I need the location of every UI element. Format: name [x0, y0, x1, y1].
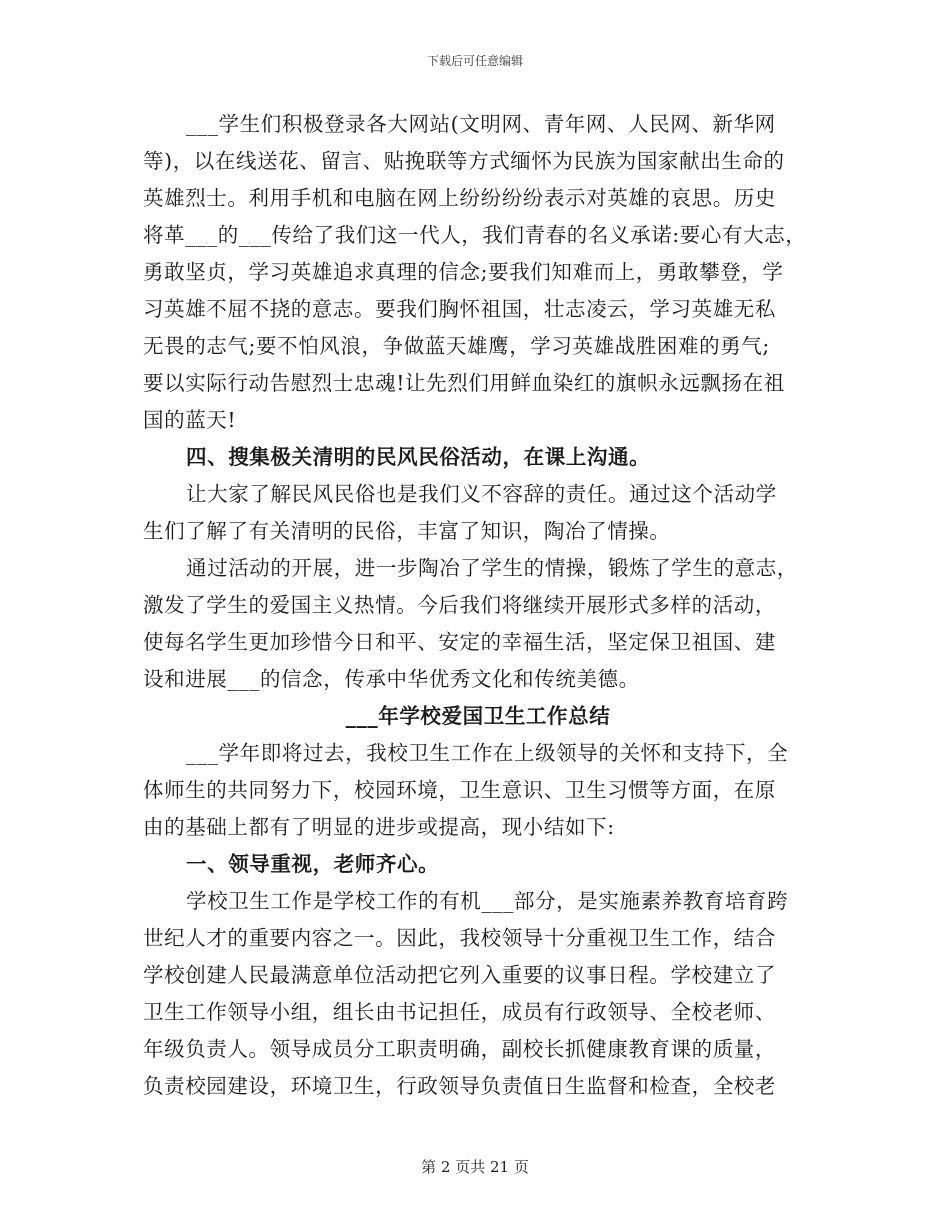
- paragraph-line: ___学年即将过去，我校卫生工作在上级领导的关怀和支持下，全: [186, 741, 789, 765]
- paragraph-line: 勇敢坚贞，学习英雄追求真理的信念;要我们知难而上，勇敢攀登，学: [143, 260, 784, 284]
- paragraph-line: ___学生们积极登录各大网站(文明网、青年网、人民网、新华网: [186, 112, 776, 136]
- document-body: [143, 106, 813, 1105]
- paragraph-line: 将革___的___传给了我们这一代人，我们青春的名义承诺:要心有大志，: [143, 223, 807, 247]
- paragraph-line: 要以实际行动告慰烈士忠魂!让先烈们用鲜血染红的旗帜永远飘扬在祖: [143, 371, 785, 395]
- paragraph-line: 生们了解了有关清明的民俗，丰富了知识，陶冶了情操。: [143, 519, 671, 543]
- paragraph-line: 设和进展___的信念，传承中华优秀文化和传统美德。: [143, 667, 640, 691]
- paragraph-line: 使每名学生更加珍惜今日和平、安定的幸福生活，坚定保卫祖国、建: [143, 630, 776, 654]
- paragraph-line: 等)，以在线送花、留言、贴挽联等方式缅怀为民族为国家献出生命的: [143, 149, 785, 173]
- paragraph-line: 通过活动的开展，进一步陶冶了学生的情操，锻炼了学生的意志，: [186, 556, 798, 580]
- paragraph-line: 让大家了解民风民俗也是我们义不容辞的责任。通过这个活动学: [186, 482, 777, 506]
- page-header: 下载后可任意编辑: [426, 54, 523, 68]
- page-number: 第 2 页共 21 页: [421, 1158, 529, 1176]
- paragraph-line: 无畏的志气;要不怕风浪，争做蓝天雄鹰，学习英雄战胜困难的勇气;: [143, 334, 770, 358]
- paragraph-line: 国的蓝天!: [143, 408, 237, 432]
- paragraph-line: 负责校园建设，环境卫生，行政领导负责值日生监督和检查，全校老: [143, 1074, 776, 1098]
- paragraph-line: 习英雄不屈不挠的意志。要我们胸怀祖国，壮志凌云，学习英雄无私: [143, 297, 776, 321]
- paragraph-line: 学校卫生工作是学校工作的有机___部分，是实施素养教育培育跨: [186, 889, 789, 913]
- document-title: ___年学校爱国卫生工作总结: [345, 704, 611, 728]
- paragraph-line: 年级负责人。领导成员分工职责明确，副校长抓健康教育课的质量，: [143, 1037, 776, 1061]
- paragraph-line: 激发了学生的爱国主义热情。今后我们将继续开展形式多样的活动，: [143, 593, 776, 617]
- paragraph-line: 世纪人才的重要内容之一。因此，我校领导十分重视卫生工作，结合: [143, 926, 776, 950]
- section-heading: 四、搜集极关清明的民风民俗活动，在课上沟通。: [186, 445, 651, 469]
- paragraph-line: 卫生工作领导小组，组长由书记担任，成员有行政领导、全校老师、: [143, 1000, 776, 1024]
- paragraph-line: 学校创建人民最满意单位活动把它列入重要的议事日程。学校建立了: [143, 963, 776, 987]
- section-heading: 一、领导重视，老师齐心。: [186, 852, 440, 876]
- paragraph-line: 体师生的共同努力下，校园环境，卫生意识、卫生习惯等方面，在原: [143, 778, 776, 802]
- paragraph-line: 英雄烈士。利用手机和电脑在网上纷纷纷纷表示对英雄的哀思。历史: [143, 186, 776, 210]
- paragraph-line: 由的基础上都有了明显的进步或提高，现小结如下:: [143, 815, 615, 839]
